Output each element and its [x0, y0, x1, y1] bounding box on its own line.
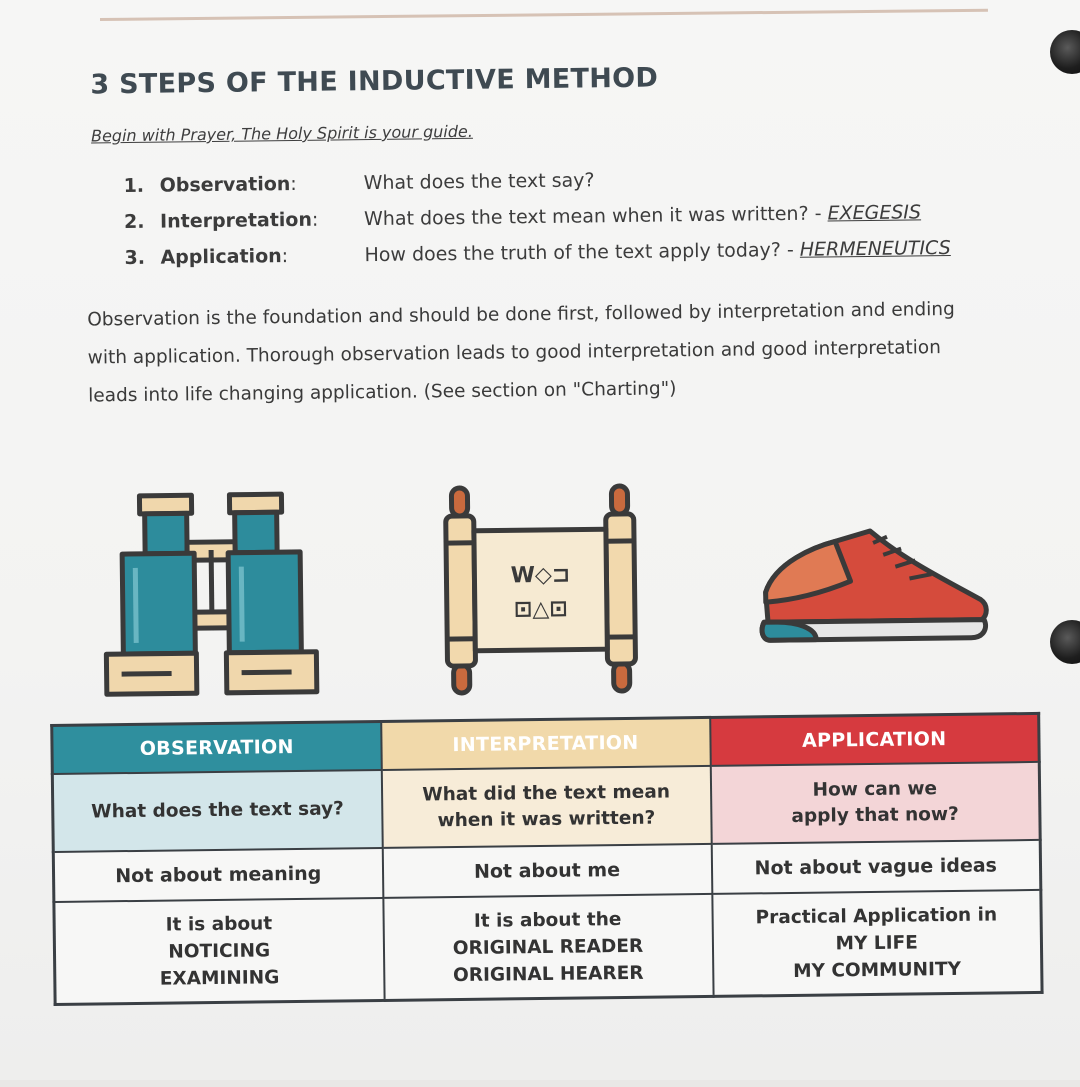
step-question: What does the text mean when it was written? - EXEGESIS: [364, 201, 921, 230]
scroll-glyphs-top: W◇⊐: [510, 563, 570, 589]
step-name: Observation:: [160, 173, 297, 197]
step-number: 3.: [124, 247, 145, 269]
step-question: How does the truth of the text apply today? - HERMENEUTICS: [364, 237, 950, 266]
step-number: 1.: [124, 175, 145, 197]
header-application: APPLICATION: [710, 713, 1040, 766]
about-interpretation: It is about the ORIGINAL READER ORIGINAL HEARER: [383, 894, 713, 1001]
step-number: 2.: [124, 211, 145, 233]
not-about-observation: Not about meaning: [53, 848, 383, 902]
step-name: Application:: [160, 245, 288, 269]
step-term: HERMENEUTICS: [800, 237, 951, 261]
binoculars-icon: [99, 491, 321, 699]
methods-table: [50, 712, 1043, 1006]
prayer-subtitle: Begin with Prayer, The Holy Spirit is your guide.: [91, 122, 473, 146]
question-interpretation: What did the text mean when it was written?: [381, 766, 711, 848]
not-about-application: Not about vague ideas: [711, 840, 1041, 894]
about-application: Practical Application in MY LIFE MY COMMUNITY: [712, 890, 1042, 997]
method-description: Observation is the foundation and should be done first, followed by interpretation and ending with application. Thorough observation leads to good interpretation and good interpretation leads into life changing application. (See section on "Charting"): [87, 291, 968, 416]
sneaker-icon: [755, 519, 997, 652]
question-observation: What does the text say?: [52, 770, 382, 852]
step-name: Interpretation:: [160, 209, 319, 233]
scroll-icon: [439, 481, 642, 698]
question-application: How can we apply that now?: [710, 762, 1040, 844]
step-question: What does the text say?: [363, 169, 594, 194]
header-observation: OBSERVATION: [52, 721, 382, 774]
scroll-glyphs-bottom: ⊡△⊡: [514, 597, 568, 623]
page-title: 3 STEPS OF THE INDUCTIVE METHOD: [90, 63, 658, 101]
about-observation: It is about NOTICING EXAMINING: [54, 898, 384, 1005]
steps-list: [124, 165, 985, 283]
table-row-about: [54, 890, 1042, 1005]
table-row-questions: [52, 762, 1040, 852]
step-term: EXEGESIS: [827, 201, 921, 224]
not-about-interpretation: Not about me: [382, 844, 712, 898]
header-interpretation: INTERPRETATION: [381, 717, 711, 770]
